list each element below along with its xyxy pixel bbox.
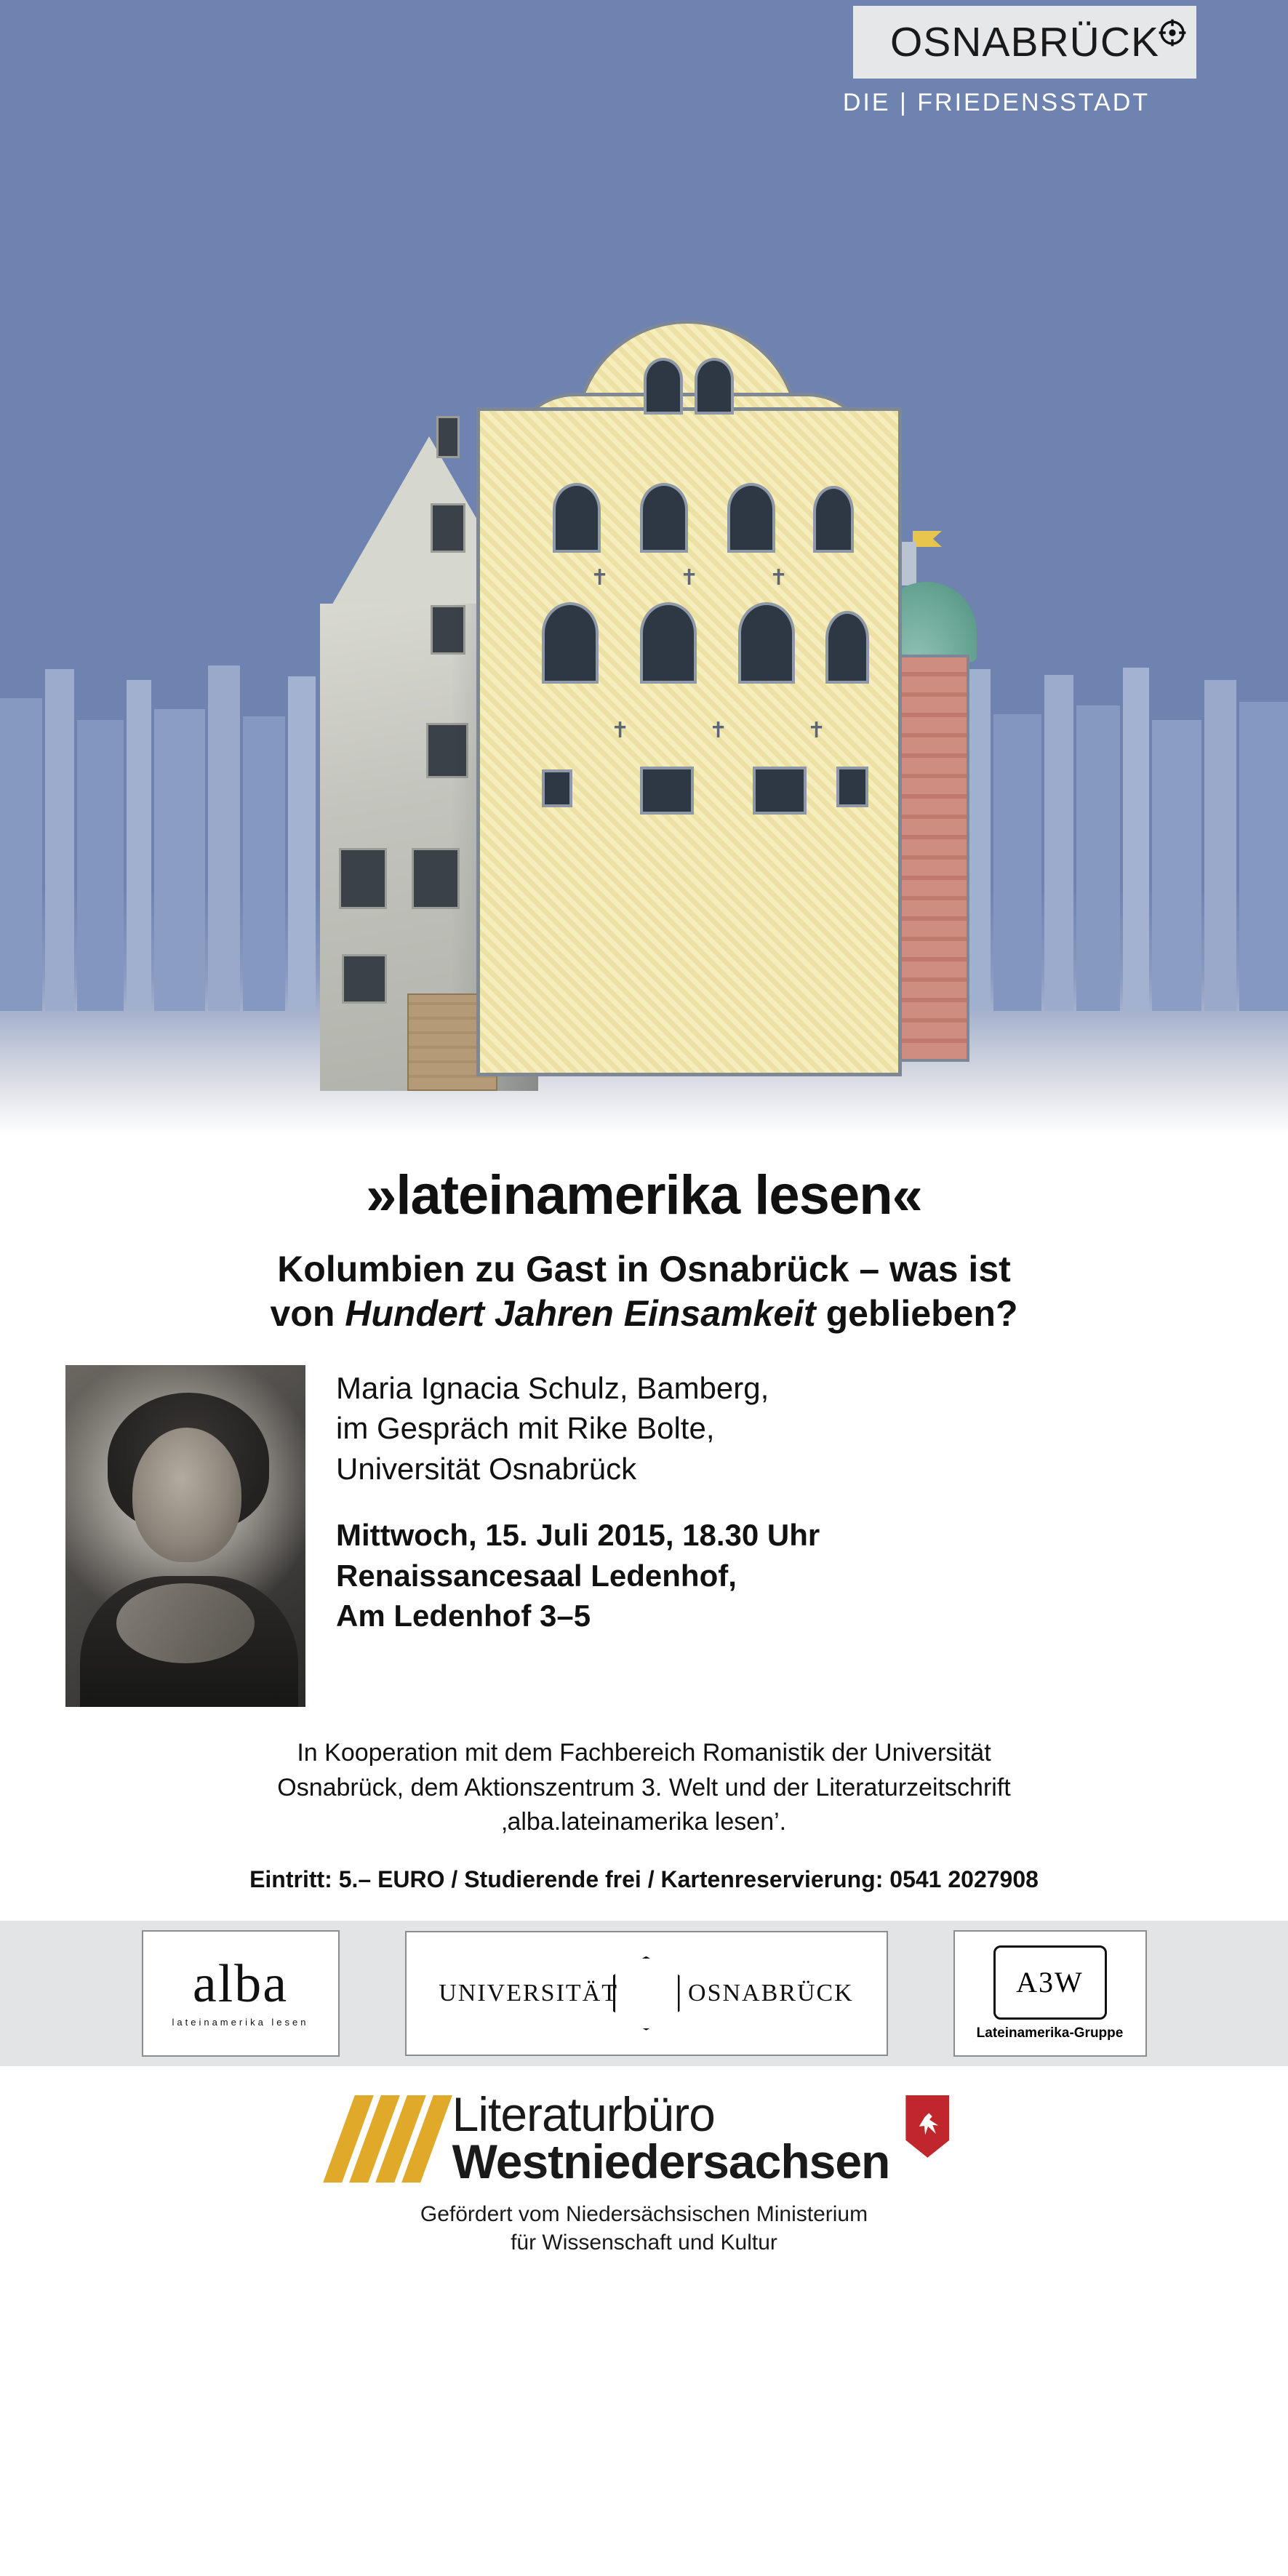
speaker-section (0, 1365, 1288, 1707)
cooperation-line-1: In Kooperation mit dem Fachbereich Romanistik der Universität (297, 1739, 991, 1767)
literaturbuero-wordmark (452, 2087, 890, 2189)
poster-content (0, 1135, 1288, 2279)
speaker-names (336, 1368, 1223, 1489)
city-logo-box (853, 6, 1196, 79)
partner-logo-university (405, 1931, 888, 2056)
ledenhof-building-graphic: ✝ ✝ ✝ ✝ ✝ ✝ (0, 247, 1288, 1091)
cooperation-note (65, 1736, 1223, 1840)
alba-tagline: lateinamerika lesen (172, 2017, 309, 2028)
speaker-portrait (65, 1365, 305, 1707)
admission-info: Eintritt: 5.– EURO / Studierende frei / Kartenreservierung: 0541 2027908 (249, 1865, 1039, 1892)
hero-image (0, 0, 1288, 1135)
a3w-tagline: Lateinamerika-Gruppe (976, 2025, 1124, 2041)
subtitle-book-title: Hundert Jahren Einsamkeit (345, 1293, 816, 1334)
university-word-right: OSNABRÜCK (688, 1979, 854, 2007)
cooperation-line-2: Osnabrück, dem Aktionszentrum 3. Welt und der Literaturzeitschrift (277, 1773, 1011, 1801)
page-subtitle (51, 1247, 1237, 1336)
chevron-icon (323, 2095, 452, 2183)
partner-logo-bar (0, 1921, 1288, 2066)
subtitle-line-1: Kolumbien zu Gast in Osnabrück – was ist (277, 1249, 1011, 1289)
funding-note (0, 2200, 1288, 2257)
subtitle-prefix: von (270, 1293, 345, 1334)
event-address: Am Ledenhof 3–5 (336, 1599, 591, 1633)
university-word-left: UNIVERSITÄT (439, 1979, 619, 2007)
org-name-line-2: Westniedersachsen (452, 2135, 890, 2189)
event-venue: Renaissancesaal Ledenhof, (336, 1558, 737, 1593)
tower-spire-neck (902, 542, 916, 585)
funding-line-1: Gefördert vom Niedersächsischen Ministerium (420, 2201, 868, 2226)
footer (0, 2066, 1288, 2279)
alba-wordmark: alba (192, 1954, 289, 2015)
speaker-line-2: im Gespräch mit Rike Bolte, (336, 1411, 715, 1446)
subtitle-line-2 (51, 1292, 1237, 1336)
speaker-line-1: Maria Ignacia Schulz, Bamberg, (336, 1371, 769, 1405)
literaturbuero-logo (0, 2087, 1288, 2189)
cooperation-line-3: ‚alba.lateinamerika lesen’. (501, 1808, 787, 1836)
speaker-line-3: Universität Osnabrück (336, 1451, 637, 1486)
speaker-details (336, 1365, 1223, 1636)
portrait-scarf (116, 1583, 255, 1663)
partner-logo-a3w (953, 1930, 1147, 2057)
a3w-wordmark: A3W (993, 1945, 1107, 2020)
funding-line-2: für Wissenschaft und Kultur (511, 2231, 777, 2255)
event-datetime-venue (336, 1515, 1223, 1636)
city-wheel-icon (1156, 16, 1189, 49)
org-name-line-1: Literaturbüro (452, 2087, 715, 2141)
city-tagline: DIE | FRIEDENSSTADT (842, 89, 1151, 116)
city-logo-text: OSNABRÜCK (889, 19, 1160, 65)
shield-icon (613, 1956, 680, 2031)
portrait-face (132, 1428, 241, 1562)
tower-flag (913, 531, 942, 547)
page-title: »lateinamerika lesen« (366, 1164, 922, 1226)
event-datetime: Mittwoch, 15. Juli 2015, 18.30 Uhr (336, 1518, 820, 1553)
subtitle-suffix: geblieben? (815, 1293, 1018, 1334)
partner-logo-alba (142, 1930, 340, 2057)
lower-saxony-crest-icon (905, 2095, 949, 2158)
